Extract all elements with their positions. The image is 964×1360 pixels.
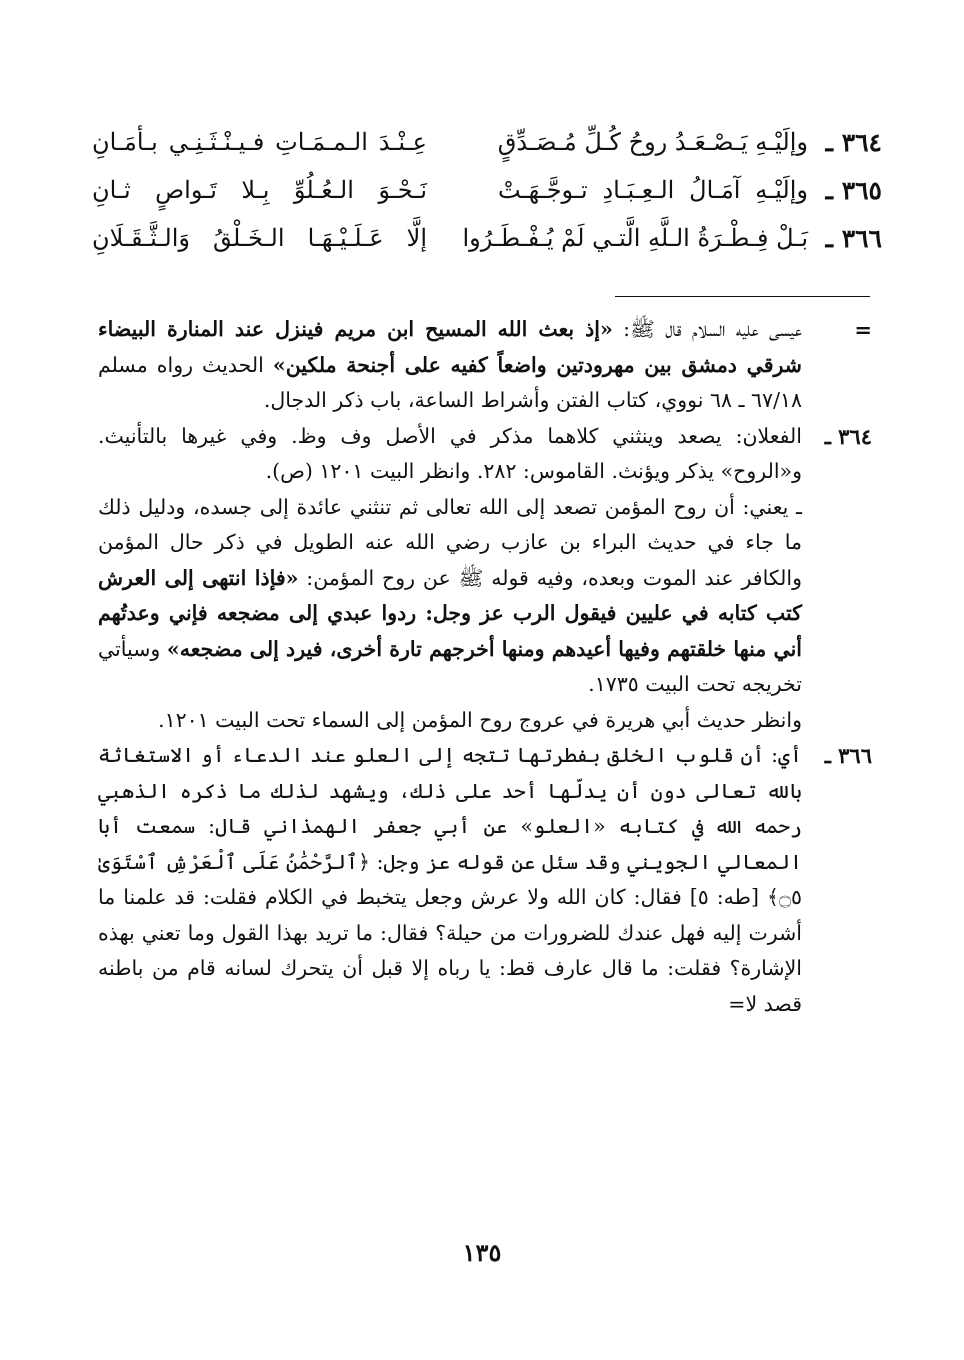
verse-first-hemistich: وإلَيْـهِ آمَـالُ الـعِـبَـادِ تـوجَّـهَـتْ <box>498 176 808 204</box>
verse-first-hemistich: بَـلْ فِـطْـرَةُ الـلَّهِ الَّتـي لَمْ يُـفْـطَـرُوا <box>462 224 808 252</box>
hadith-quote: «إذ بعث الله المسيح ابن مريم فينزل عند المنارة البيضاء شرقي دمشق بين مهرودتين واضعاً كفيه على أجنحة ملكين» <box>98 317 802 377</box>
footnote-366 <box>98 738 872 1022</box>
footnote-text <box>98 312 802 419</box>
verse-365 <box>92 176 882 224</box>
verse-first-hemistich: وإلَيْـهِ يَـصْـعَـدُ روحُ كُـلِّ مُـصَـدِّقٍ <box>497 128 808 156</box>
verse-number: ٣٦٤ ـ <box>825 128 882 157</box>
footnote-paragraph: الفعلان: يصعد وينثني كلاهما مذكر في الأصل وف وظ. وفي غيرها بالتأنيث. و«الروح» يذكر ويؤنث. القاموس: ٢٨٢. وانظر البيت ١٢٠١ (ص). <box>98 423 802 483</box>
verse-number: ٣٦٥ ـ <box>825 176 882 205</box>
footnote-paragraph: وانظر حديث أبي هريرة في عروج روح المؤمن إلى السماء تحت البيت ١٢٠١. <box>158 707 802 732</box>
footnote-text-part: ـ يعني: أن روح المؤمن تصعد إلى الله تعالى ثم تنثني عائدة إلى جسده، ودليل ذلك ما جاء في حديث البراء بن عازب رضي الله عنه الطويل في ذكر حال المؤمن والكافر عند الموت وبعده، وفيه قوله ﷺ عن روح المؤمن: <box>98 494 802 590</box>
footnote-text-part: عيسى عليه السلام قال ﷺ: <box>612 317 802 341</box>
footnote-paragraph <box>98 490 802 703</box>
footnote-number: ٣٦٤ ـ <box>824 423 872 449</box>
verse-second-hemistich: عِـنْـدَ الـمـمَـاتِ فـيـنْـثَـنِـي بـأمَـانِ <box>92 128 427 156</box>
footnote-text-part: وسيأتي تخريجه تحت البيت ١٧٣٥. <box>98 636 802 696</box>
verse-364 <box>92 128 882 176</box>
footnote-paragraph: أي: أن قلوب الخلق بفطرتها تتجه إلى العلو عند الدعاء أو الاستغاثة بالله تعالى دون أن يدلّها أحد على ذلك، ويشهد لذلك ما ذكره الذهبي رحمه الله في كتابه «العلو» عن أبي جعفر الهمذاني قال: سمعت أبا المعالي الجويني وقد سئل عن قوله عز وجل: ﴿ٱلرَّحْمَٰنُ عَلَى ٱلْعَرْشِ ٱسْتَوَىٰ ۝٥﴾ [طه: ٥] فقال: كان الله ولا عرش وجعل يتخبط في الكلام فقلت: قد علمنا ما أشرت إليه فهل عندك للضرورات من حيلة؟ فقال: ما تريد بهذا القول وما تعني بهذه الإشارة؟ فقلت: ما قال عارف قط: يا رباه إلا قبل أن يتحرك لسانه قام من باطنه قصد لا= <box>98 743 802 1016</box>
footnote-number: ٣٦٦ ـ <box>824 743 872 768</box>
footnote-continued <box>98 312 872 419</box>
footnotes <box>98 312 872 1022</box>
footnote-separator <box>615 296 870 297</box>
page-number: ١٣٥ <box>462 1238 502 1267</box>
verse-second-hemistich: إلَّا عَـلَـيْـهَـا الـخَـلْقُ وَالـثَّـقَـلَانِ <box>92 224 427 252</box>
footnote-text-part: الحديث رواه مسلم ٦٧/١٨ ـ ٦٨ نووي، كتاب الفتن وأشراط الساعة، باب ذكر الدجال. <box>98 352 802 412</box>
verse-number: ٣٦٦ ـ <box>825 224 882 253</box>
verse-second-hemistich: نَـحْـوَ الـعُـلُوِّ بِـلا تَـواصٍ ثـانِ <box>92 176 427 204</box>
hadith-quote: «فإذا انتهى إلى العرش كتب كتابه في عليين فيقول الرب عز وجل: ردوا عبدي إلى مضجعه فإني وعدتُهم أني منها خلقتهم وفيها أعيدهم ومنها أخرجهم تارة أخرى، فيرد إلى مضجعه» <box>98 565 802 661</box>
footnote-marker: = <box>854 317 872 342</box>
poem-verses <box>92 128 882 272</box>
footnote-364 <box>98 419 872 739</box>
verse-366 <box>92 224 882 272</box>
